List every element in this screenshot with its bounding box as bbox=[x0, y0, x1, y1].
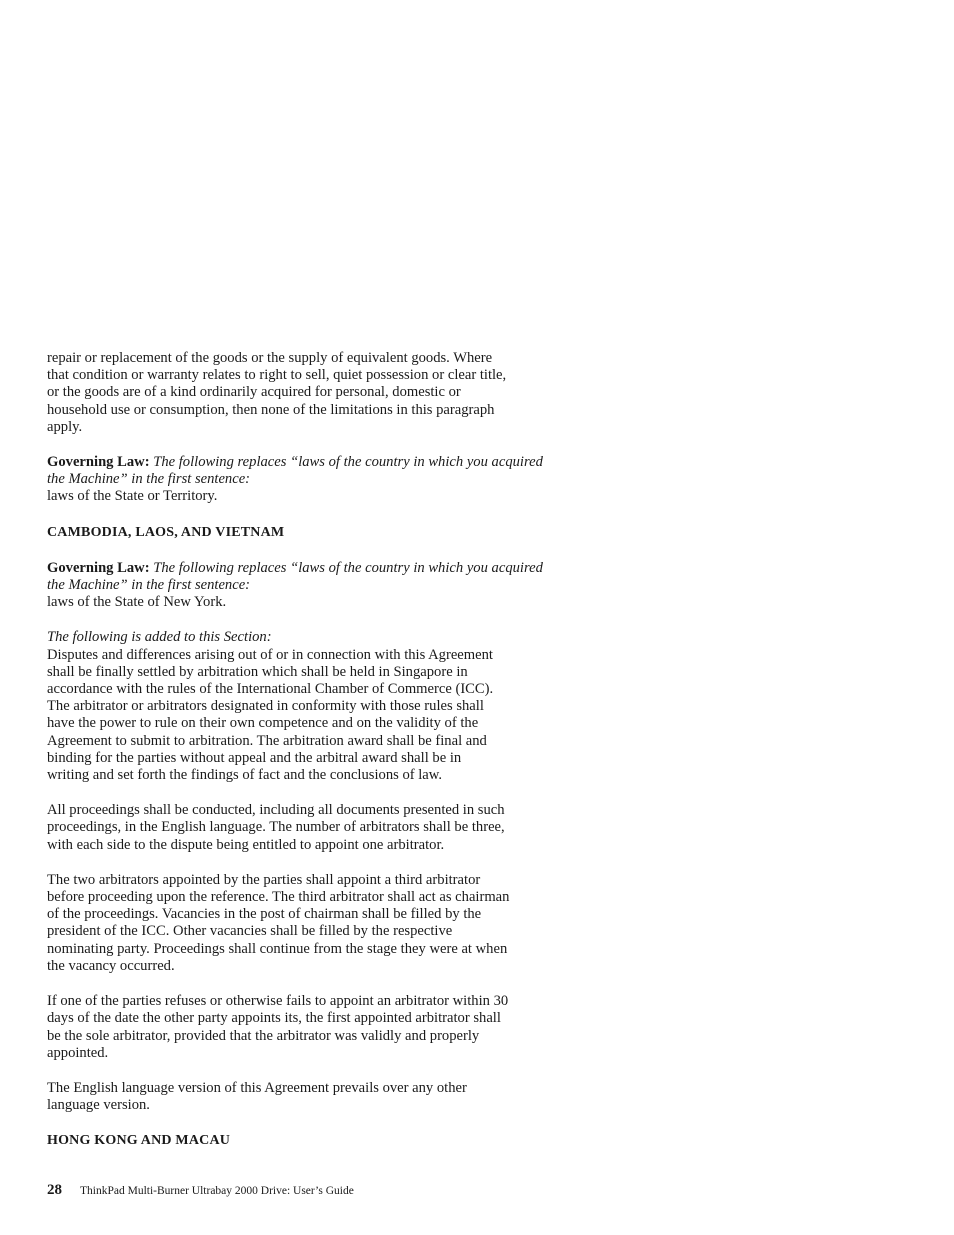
governing-law-label: Governing Law: bbox=[47, 559, 150, 576]
governing-law-replacement: laws of the State of New York. bbox=[47, 594, 227, 611]
added-intro: The following is added to this Section: bbox=[47, 629, 272, 646]
text-line: proceedings, in the English language. The number of arbitrators shall be three, bbox=[47, 819, 505, 836]
text-line: The arbitrator or arbitrators designated in conformity with those rules shall bbox=[47, 698, 484, 715]
text-line: The two arbitrators appointed by the parties shall appoint a third arbitrator bbox=[47, 871, 481, 888]
page-number: 28 bbox=[47, 1182, 62, 1198]
text-line: nominating party. Proceedings shall continue from the stage they were at when bbox=[47, 940, 508, 957]
document-title: ThinkPad Multi-Burner Ultrabay 2000 Drive: User’s Guide bbox=[80, 1185, 354, 1197]
text-line: If one of the parties refuses or otherwise fails to appoint an arbitrator within 30 bbox=[47, 993, 509, 1010]
text-line: language version. bbox=[47, 1097, 150, 1114]
section-heading-hongkong: HONG KONG AND MACAU bbox=[47, 1133, 231, 1149]
text-line: be the sole arbitrator, provided that the arbitrator was validly and properly bbox=[47, 1027, 480, 1044]
section-heading-cambodia: CAMBODIA, LAOS, AND VIETNAM bbox=[47, 524, 285, 540]
text-line: apply. bbox=[47, 418, 83, 435]
governing-law-replacement: laws of the State or Territory. bbox=[47, 488, 218, 505]
governing-law-italic: the Machine” in the first sentence: bbox=[47, 577, 251, 594]
text-line: that condition or warranty relates to right to sell, quiet possession or clear title, bbox=[47, 367, 507, 384]
text-line: of the proceedings. Vacancies in the post of chairman shall be filled by the bbox=[47, 906, 482, 923]
text-line: before proceeding upon the reference. The third arbitrator shall act as chairman bbox=[47, 889, 510, 906]
intro-paragraph bbox=[47, 350, 557, 436]
governing-law-paragraph bbox=[47, 454, 557, 506]
governing-law-italic: The following replaces “laws of the country in which you acquired bbox=[153, 454, 543, 471]
text-line: Disputes and differences arising out of or in connection with this Agreement bbox=[47, 646, 493, 663]
text-line: repair or replacement of the goods or the supply of equivalent goods. Where bbox=[47, 350, 493, 366]
text-line: accordance with the rules of the International Chamber of Commerce (ICC). bbox=[47, 681, 494, 698]
text-line: have the power to rule on their own competence and on the validity of the bbox=[47, 715, 479, 732]
text-line: Agreement to submit to arbitration. The arbitration award shall be final and bbox=[47, 732, 487, 749]
proceedings-paragraph bbox=[47, 802, 557, 854]
text-line: All proceedings shall be conducted, including all documents presented in such bbox=[47, 802, 505, 819]
governing-law-italic: the Machine” in the first sentence: bbox=[47, 471, 251, 488]
text-line: shall be finally settled by arbitration which shall be held in Singapore in bbox=[47, 663, 468, 680]
text-line: The English language version of this Agreement prevails over any other bbox=[47, 1079, 467, 1096]
governing-law-paragraph bbox=[47, 560, 557, 612]
governing-law-label: Governing Law: bbox=[47, 454, 150, 471]
text-line: or the goods are of a kind ordinarily acquired for personal, domestic or bbox=[47, 384, 461, 401]
governing-law-line-1 bbox=[47, 560, 557, 577]
arbitrators-paragraph bbox=[47, 872, 557, 975]
text-line: writing and set forth the findings of fact and the conclusions of law. bbox=[47, 767, 443, 784]
text-line: with each side to the dispute being entitled to appoint one arbitrator. bbox=[47, 836, 445, 853]
governing-law-italic: The following replaces “laws of the country in which you acquired bbox=[153, 559, 543, 576]
governing-law-line-1 bbox=[47, 454, 557, 471]
disputes-paragraph bbox=[47, 629, 557, 784]
page-footer bbox=[47, 1181, 354, 1199]
text-line: household use or consumption, then none of the limitations in this paragraph bbox=[47, 401, 495, 418]
text-line: binding for the parties without appeal and the arbitral award shall be in bbox=[47, 749, 462, 766]
text-line: days of the date the other party appoints its, the first appointed arbitrator shall bbox=[47, 1010, 501, 1027]
document-body bbox=[47, 350, 557, 1169]
refusal-paragraph bbox=[47, 993, 557, 1062]
language-paragraph bbox=[47, 1080, 557, 1114]
text-line: president of the ICC. Other vacancies shall be filled by the respective bbox=[47, 923, 453, 940]
text-line: appointed. bbox=[47, 1044, 109, 1061]
text-line: the vacancy occurred. bbox=[47, 957, 175, 974]
